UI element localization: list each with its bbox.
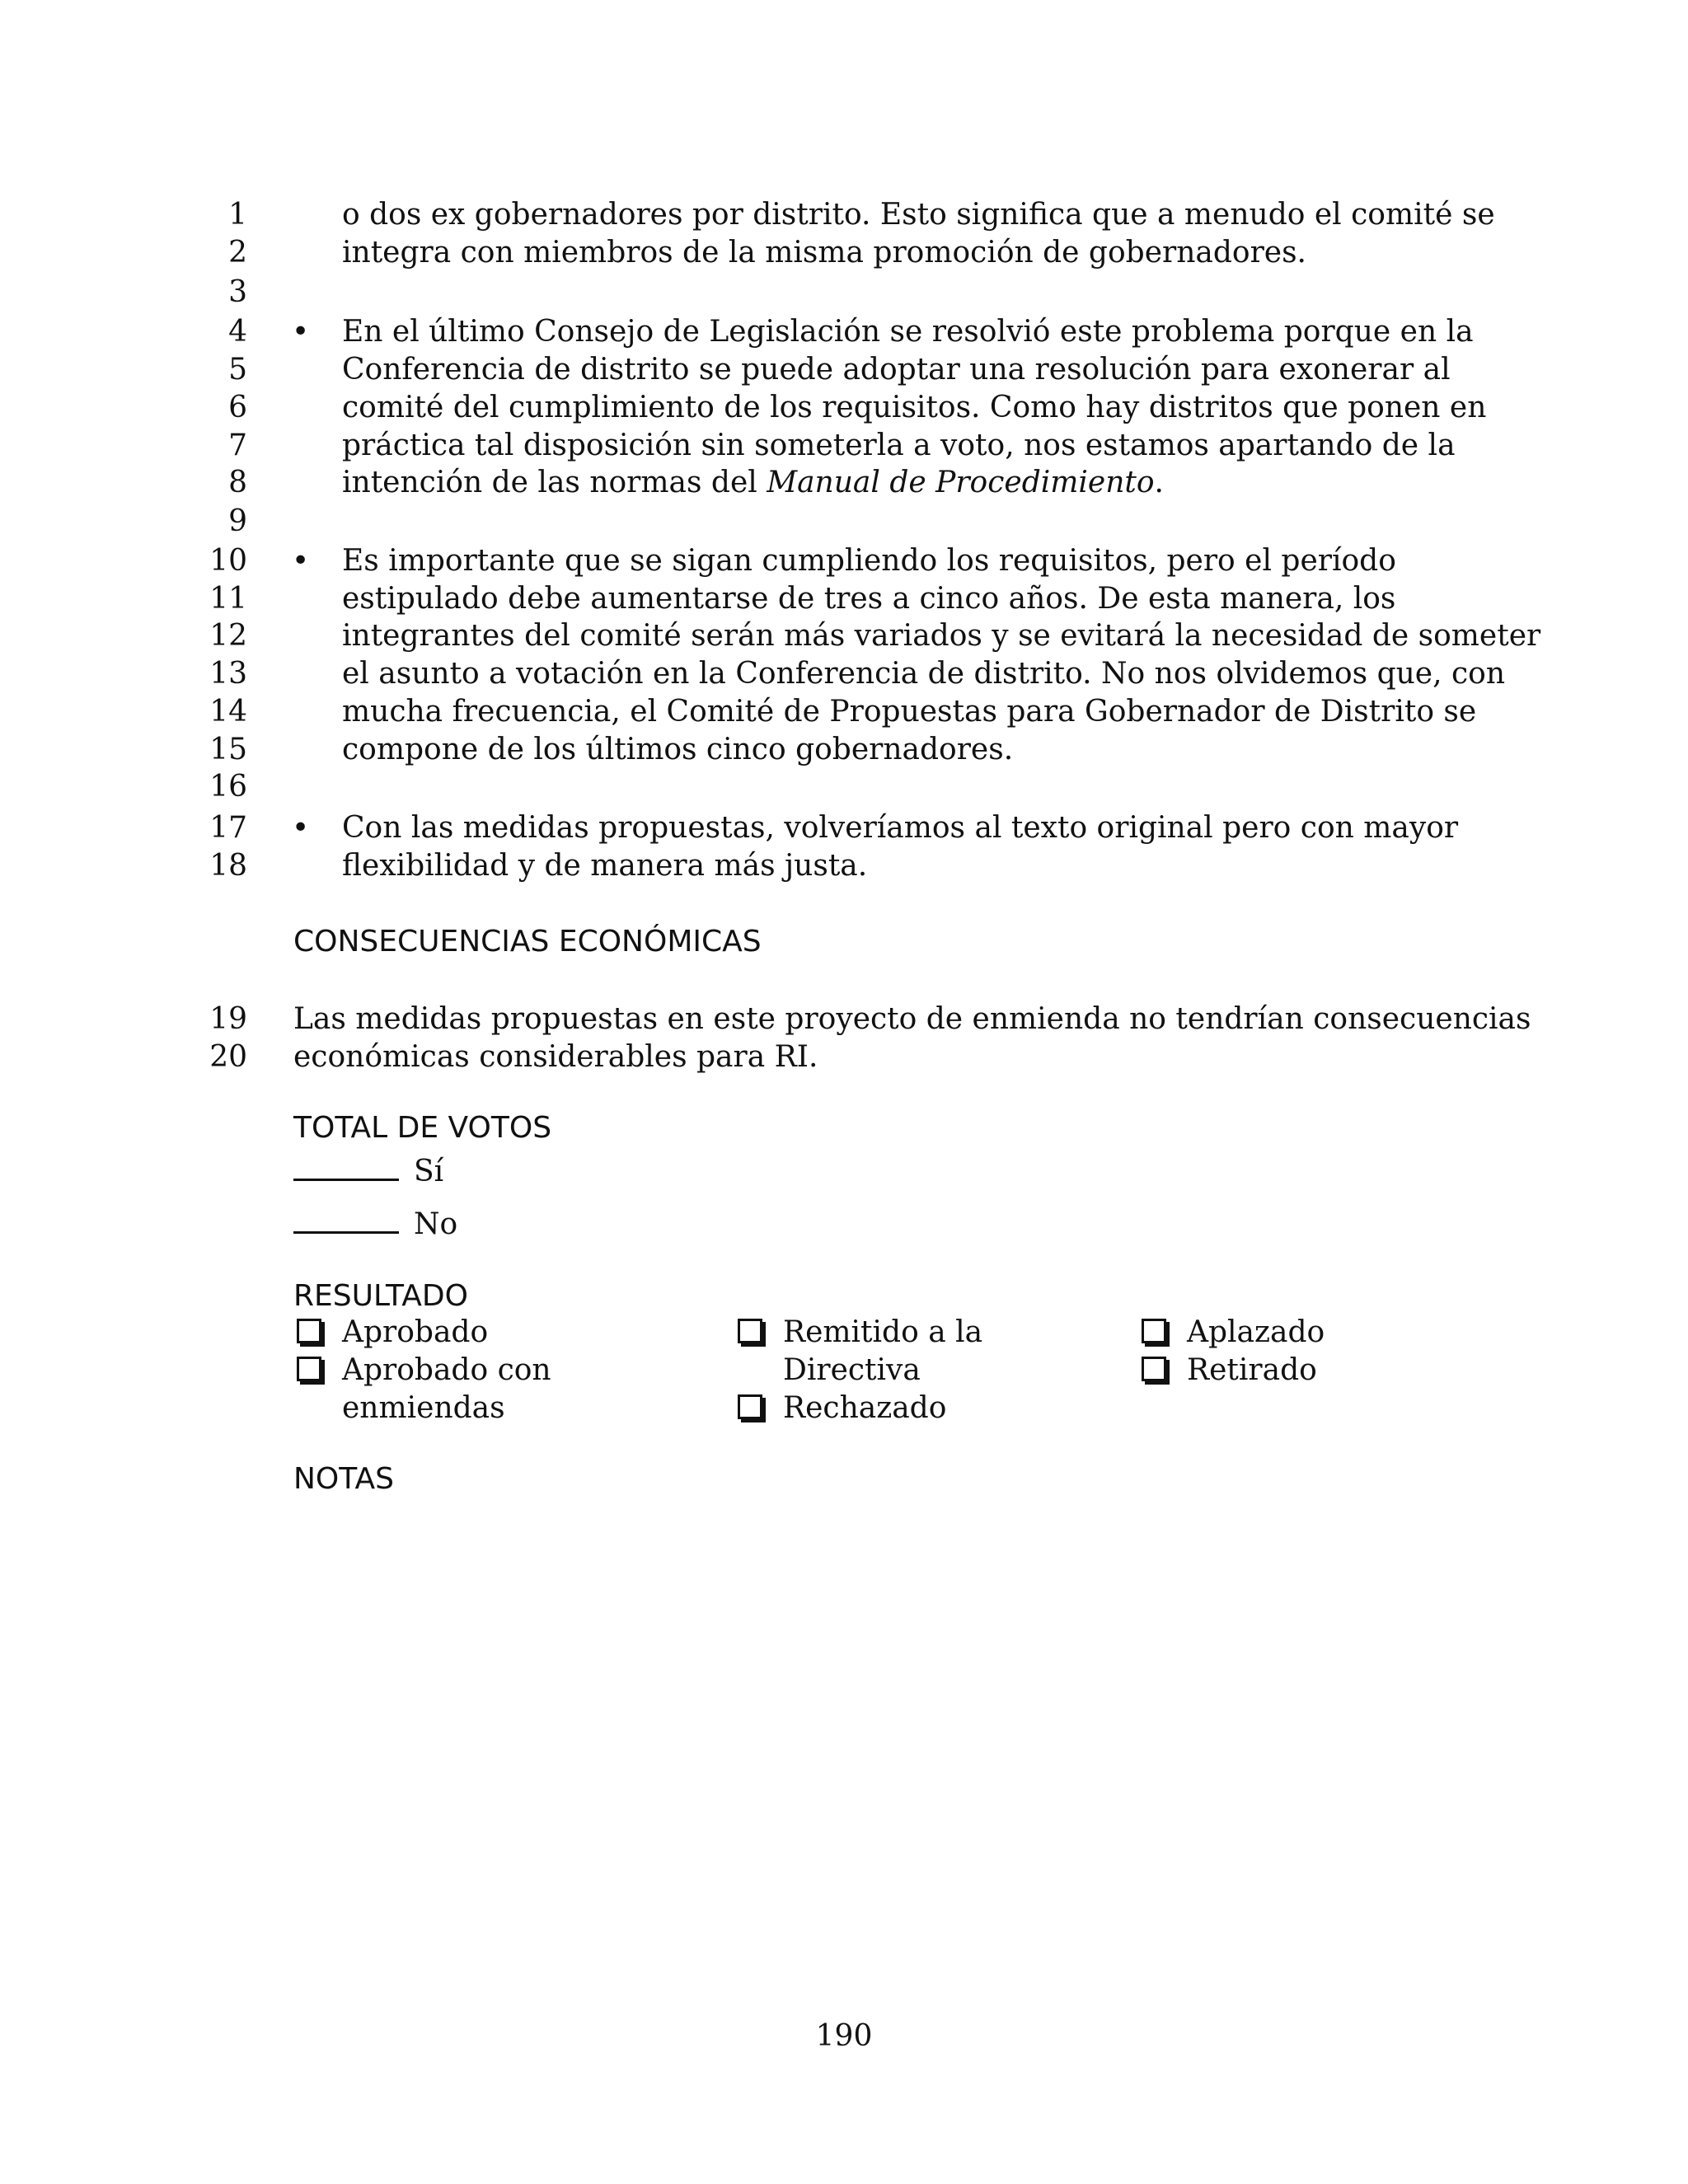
line-number: 13 (209, 657, 247, 691)
bullet-marker: • (292, 544, 310, 578)
option-retirado: Retirado (1187, 1353, 1317, 1387)
manual-title: Manual de Procedimiento (767, 466, 1155, 499)
vote-yes-row (293, 1149, 443, 1191)
line-number: 4 (228, 315, 247, 349)
body-line-text: intención de las normas del (342, 466, 767, 499)
line-number: 7 (228, 429, 247, 462)
line-number: 12 (209, 619, 247, 653)
option-remitido: Remitido a la (783, 1315, 983, 1349)
line-number: 8 (228, 466, 247, 499)
vote-no-row (293, 1202, 457, 1244)
body-line: estipulado debe aumentarse de tres a cinco años. De esta manera, los (342, 582, 1396, 616)
line-number: 3 (228, 275, 247, 309)
vote-no-blank[interactable] (293, 1202, 399, 1234)
body-line: integra con miembros de la misma promoción de gobernadores. (342, 236, 1306, 269)
option-aprobado-con-enmiendas-cont: enmiendas (342, 1391, 505, 1425)
notes-heading: NOTAS (293, 1462, 394, 1496)
line-number: 17 (209, 811, 247, 845)
line-number: 6 (228, 391, 247, 424)
line-number: 10 (209, 544, 247, 578)
body-line (342, 464, 1164, 502)
bullet-marker: • (292, 811, 310, 845)
line-number: 19 (209, 1002, 247, 1036)
checkbox-aprobado[interactable] (297, 1319, 321, 1343)
line-number: 2 (228, 236, 247, 269)
checkbox-retirado[interactable] (1142, 1357, 1166, 1381)
option-remitido-cont: Directiva (783, 1353, 921, 1387)
body-line: flexibilidad y de manera más justa. (342, 849, 868, 883)
option-aprobado-con-enmiendas: Aprobado con (342, 1353, 551, 1387)
body-line: práctica tal disposición sin someterla a voto, nos estamos apartando de la (342, 429, 1456, 462)
body-line: o dos ex gobernadores por distrito. Esto significa que a menudo el comité se (342, 198, 1495, 232)
checkbox-remitido[interactable] (738, 1319, 762, 1343)
body-line-text: . (1154, 466, 1164, 499)
body-line: integrantes del comité serán más variados y se evitará la necesidad de someter (342, 619, 1541, 653)
line-number: 9 (228, 504, 247, 538)
body-line: Es importante que se sigan cumpliendo los requisitos, pero el período (342, 544, 1396, 578)
option-aplazado: Aplazado (1187, 1315, 1325, 1349)
body-line: Las medidas propuestas en este proyecto de enmienda no tendrían consecuencias (293, 1002, 1531, 1036)
checkbox-rechazado[interactable] (738, 1394, 762, 1419)
vote-no-label: No (414, 1207, 458, 1241)
body-line: Conferencia de distrito se puede adoptar una resolución para exonerar al (342, 353, 1451, 387)
body-line: económicas considerables para RI. (293, 1040, 818, 1074)
line-number: 20 (209, 1040, 247, 1074)
checkbox-aprobado-con-enmiendas[interactable] (297, 1357, 321, 1381)
bullet-marker: • (292, 315, 310, 349)
option-aprobado: Aprobado (342, 1315, 489, 1349)
line-number: 1 (228, 198, 247, 232)
option-rechazado: Rechazado (783, 1391, 947, 1425)
consequences-heading: CONSECUENCIAS ECONÓMICAS (293, 925, 762, 958)
vote-yes-blank[interactable] (293, 1149, 399, 1181)
body-line: mucha frecuencia, el Comité de Propuestas para Gobernador de Distrito se (342, 695, 1477, 729)
body-line: En el último Consejo de Legislación se resolvió este problema porque en la (342, 315, 1474, 349)
line-number: 14 (209, 695, 247, 729)
checkbox-aplazado[interactable] (1142, 1319, 1166, 1343)
line-number: 18 (209, 849, 247, 883)
result-heading: RESULTADO (293, 1279, 468, 1313)
body-line: el asunto a votación en la Conferencia de distrito. No nos olvidemos que, con (342, 657, 1506, 691)
page-number: 190 (815, 2019, 873, 2053)
vote-yes-label: Sí (414, 1155, 444, 1188)
body-line: Con las medidas propuestas, volveríamos al texto original pero con mayor (342, 811, 1459, 845)
body-line: comité del cumplimiento de los requisitos. Como hay distritos que ponen en (342, 391, 1487, 424)
line-number: 11 (209, 582, 247, 616)
votes-heading: TOTAL DE VOTOS (293, 1111, 552, 1145)
line-number: 5 (228, 353, 247, 387)
line-number: 16 (209, 770, 247, 804)
body-line: compone de los últimos cinco gobernadores. (342, 733, 1014, 766)
line-number: 15 (209, 733, 247, 766)
